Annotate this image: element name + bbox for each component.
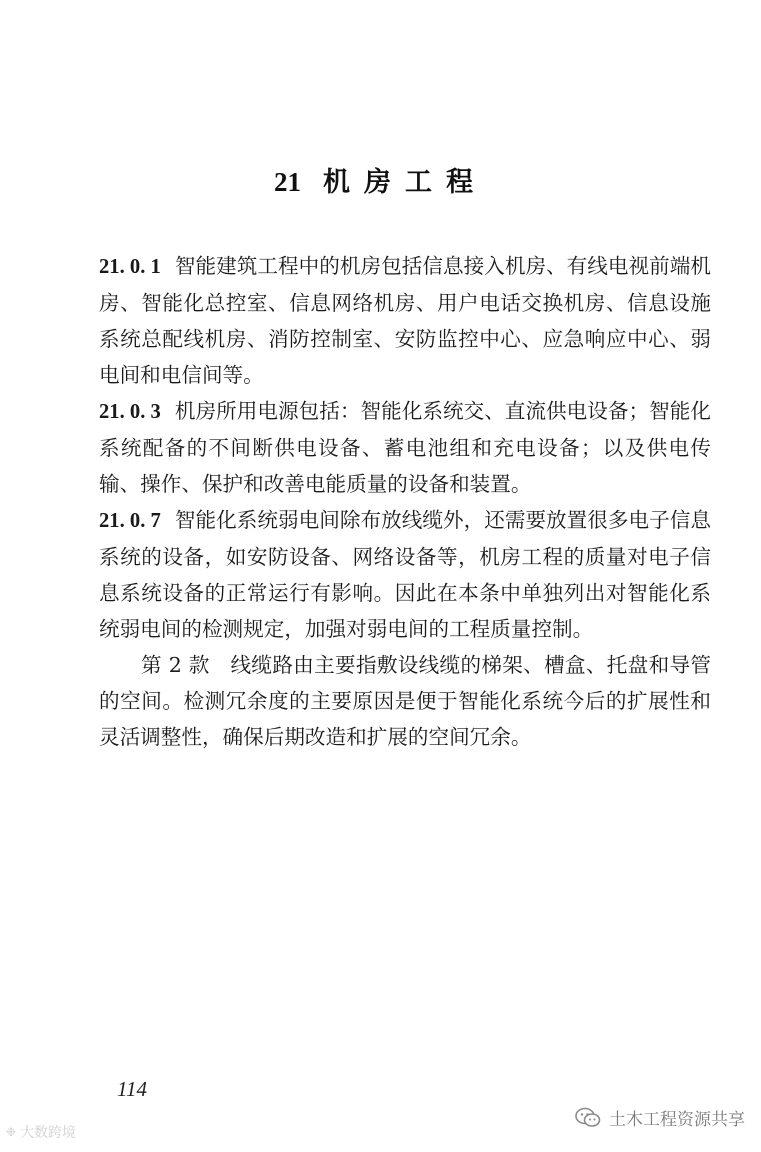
clause-number: 21. 0. 3 [99, 401, 161, 423]
clause-text: 智能化系统弱电间除布放线缆外，还需要放置很多电子信息系统的设备，如安防设备、网络设备等，机房工程的质量对电子信息系统设备的正常运行有影响。因此在本条中单独列出对智能化系统弱电间的检测规定，加强对弱电间的工程质量控制。 [99, 508, 712, 641]
clause-number: 21. 0. 1 [99, 256, 161, 278]
clause-text: 机房所用电源包括：智能化系统交、直流供电设备；智能化系统配备的不间断供电设备、蓄电池组和充电设备；以及供电传输、操作、保护和改善电能质量的设备和装置。 [99, 399, 712, 496]
chapter-title: 机房工程 [323, 167, 487, 198]
item-paragraph [99, 647, 711, 755]
chapter-number: 21 [274, 167, 301, 197]
chapter-body [99, 248, 711, 755]
watermark-right-text: 土木工程资源共享 [609, 1110, 745, 1130]
watermark-logo-icon: ❉ [6, 1125, 17, 1139]
watermark-left-text: 大数跨境 [20, 1125, 77, 1141]
item-text: 第 2 款 线缆路由主要指敷设线缆的梯架、槽盒、托盘和导管的空间。检测冗余度的主要原因是便于智能化系统今后的扩展性和灵活调整性，确保后期改造和扩展的空间冗余。 [99, 653, 711, 749]
clause-text: 智能建筑工程中的机房包括信息接入机房、有线电视前端机房、智能化总控室、信息网络机房、用户电话交换机房、信息设施系统总配线机房、消防控制室、安防监控中心、应急响应中心、弱电间和电信间等。 [99, 254, 712, 387]
clause-paragraph [99, 502, 711, 647]
page-number: 114 [117, 1077, 147, 1101]
clause-number: 21. 0. 7 [99, 510, 161, 532]
clause-paragraph [99, 248, 711, 393]
clause-paragraph [99, 393, 711, 502]
watermark-right [575, 1105, 745, 1130]
watermark-left [6, 1122, 76, 1142]
chapter-heading [0, 160, 761, 199]
wechat-icon [575, 1107, 601, 1129]
